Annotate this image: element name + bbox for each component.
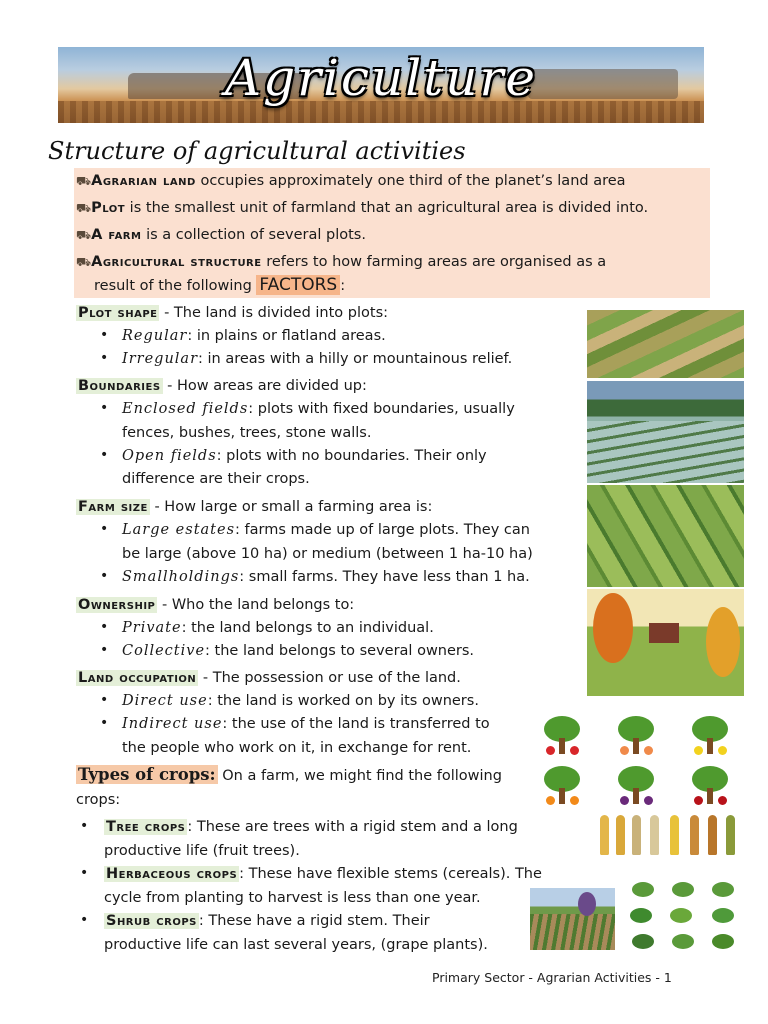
factor-boundaries: Boundaries - How areas are divided up: (78, 378, 367, 394)
list-bullet: • (100, 447, 109, 463)
maize-icon (670, 815, 679, 855)
list-item: Private: the land belongs to an individual. (122, 620, 434, 636)
list-item-cont: fences, bushes, trees, stone walls. (122, 425, 372, 441)
tractor-icon: ⛟ (76, 228, 92, 242)
shrub-icon (712, 934, 734, 949)
page-heading: Structure of agricultural activities (48, 137, 466, 165)
page-footer: Primary Sector - Agrarian Activities - 1 (432, 970, 672, 985)
sorghum-icon (708, 815, 717, 855)
list-bullet: • (80, 912, 89, 928)
lemon-tree-icon (690, 716, 730, 756)
oats-icon (690, 815, 699, 855)
cherry-tree-icon (690, 766, 730, 806)
crop-tree: Tree crops : These are trees with a rigid stem and a long (106, 819, 518, 835)
orange-tree-icon (542, 766, 582, 806)
intro-item-4: ⛟Agricultural structure refers to how farming areas are organised as a (76, 254, 607, 270)
shrub-icon (672, 882, 694, 897)
shrub-icon (672, 934, 694, 949)
list-bullet: • (100, 642, 109, 658)
list-bullet: • (100, 715, 109, 731)
crops-intro-cont: crops: (76, 792, 121, 808)
intro-item-2: ⛟Plot is the smallest unit of farmland that an agricultural area is divided into. (76, 200, 649, 216)
shrub-icon (670, 908, 692, 923)
apple-tree-icon (542, 716, 582, 756)
list-item: Open fields: plots with no boundaries. Their only (122, 448, 487, 464)
factor-farm-size: Farm size - How large or small a farming area is: (78, 499, 433, 515)
list-bullet: • (80, 818, 89, 834)
crops-title: Types of crops: (78, 765, 216, 784)
list-item: Enclosed fields: plots with fixed boundaries, usually (122, 401, 515, 417)
list-item: Indirect use: the use of the land is transferred to (122, 716, 490, 732)
intro-item-1: ⛟Agrarian land occupies approximately one third of the planet’s land area (76, 173, 626, 189)
banner-title: Agriculture (225, 49, 537, 107)
list-item-cont: the people who work on it, in exchange for rent. (122, 740, 472, 756)
crop-tree-cont: productive life (fruit trees). (104, 843, 300, 859)
intro-item-3: ⛟A farm is a collection of several plots. (76, 227, 366, 243)
list-bullet: • (100, 568, 109, 584)
list-item: Collective: the land belongs to several owners. (122, 643, 475, 659)
list-item-cont: be large (above 10 ha) or medium (between 1 ha-10 ha) (122, 546, 533, 562)
factor-plot-shape: Plot shape - The land is divided into plots: (78, 305, 389, 321)
plot-shape-fields-photo (587, 310, 744, 378)
list-bullet: • (80, 865, 89, 881)
rice-icon (650, 815, 659, 855)
farm-landscape-photo (587, 589, 744, 696)
peach-tree-icon (616, 716, 656, 756)
list-bullet: • (100, 350, 109, 366)
list-item: Smallholdings: small farms. They have less than 1 ha. (122, 569, 530, 585)
crop-shrub: Shrub crops : These have a rigid stem. Their (106, 913, 430, 929)
list-item: Large estates: farms made up of large plots. They can (122, 522, 530, 538)
list-bullet: • (100, 692, 109, 708)
list-bullet: • (100, 619, 109, 635)
plum-tree-icon (616, 766, 656, 806)
factor-land-occupation: Land occupation - The possession or use of the land. (78, 670, 461, 686)
crop-shrub-cont: productive life can last several years, (grape plants). (104, 937, 488, 953)
aerial-farmland-photo (587, 485, 744, 587)
rye-icon (632, 815, 641, 855)
list-bullet: • (100, 521, 109, 537)
crop-herbaceous: Herbaceous crops : These have flexible stems (cereals). The (106, 866, 542, 882)
factors-label: FACTORS (256, 275, 340, 295)
barley-icon (616, 815, 625, 855)
tractor-icon: ⛟ (76, 201, 92, 215)
tractor-icon: ⛟ (76, 174, 92, 188)
factor-ownership: Ownership - Who the land belongs to: (78, 597, 355, 613)
millet-icon (726, 815, 735, 855)
shrub-icon (632, 934, 654, 949)
shrub-icon (630, 908, 652, 923)
crops-heading: Types of crops: On a farm, we might find the following (78, 765, 502, 784)
agriculture-banner (58, 47, 704, 123)
list-bullet: • (100, 400, 109, 416)
tractor-icon: ⛟ (76, 255, 92, 269)
shrub-icon (712, 882, 734, 897)
shrub-icon (632, 882, 654, 897)
list-item: Irregular: in areas with a hilly or mountainous relief. (122, 351, 513, 367)
list-item: Regular: in plains or flatland areas. (122, 328, 386, 344)
vineyard-photo (530, 888, 615, 950)
list-item: Direct use: the land is worked on by its owners. (122, 693, 479, 709)
wheat-icon (600, 815, 609, 855)
shrub-icon (712, 908, 734, 923)
list-bullet: • (100, 327, 109, 343)
intro-item-4-cont: result of the following FACTORS : (94, 275, 346, 295)
crop-herbaceous-cont: cycle from planting to harvest is less than one year. (104, 890, 481, 906)
list-item-cont: difference are their crops. (122, 471, 310, 487)
terraced-fields-photo (587, 381, 744, 483)
